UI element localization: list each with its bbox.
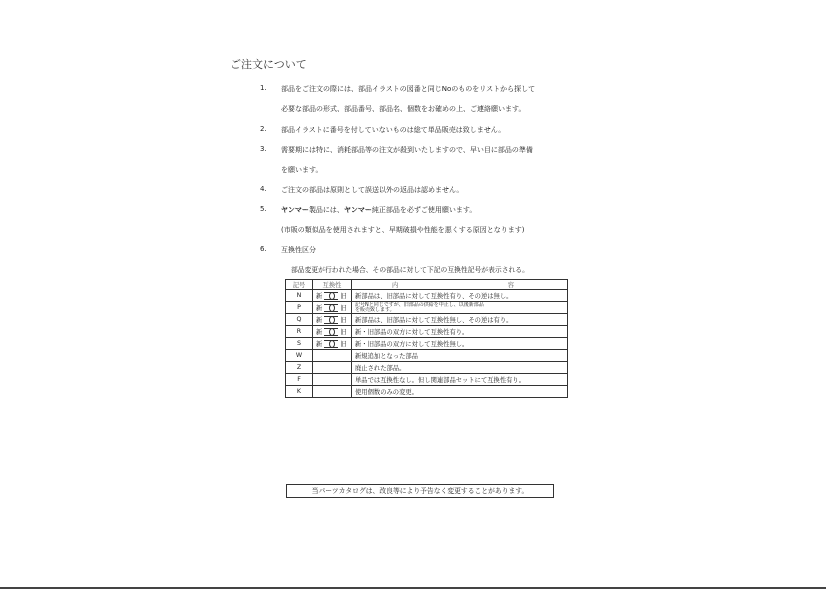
footer-notice: 当パーツカタログは、改良等により予告なく変更することがあります。 [286, 484, 554, 498]
row-code: K [286, 386, 313, 398]
row-compat [313, 302, 352, 314]
row-content: 新部品は、旧部品に対して互換性無し、その逆は有り。 [355, 317, 513, 324]
page-title: ご注文について [230, 58, 307, 71]
table-row [286, 290, 568, 302]
item-text: 需要期には特に、消耗部品等の注文が殺到いたしますので、早い目に部品の準備 [281, 146, 533, 154]
scan-edge-line [0, 587, 826, 589]
table-row [286, 350, 568, 362]
row-content-cell [352, 290, 568, 302]
row-content-cell [352, 338, 568, 350]
row-content: 使用個数のみの変更。 [355, 389, 418, 396]
header-compat: 互換性 [313, 280, 352, 290]
new-label: 新 [316, 293, 323, 300]
row-code: R [286, 326, 313, 338]
row-content-cell [352, 314, 568, 326]
row-content-2: を販売致します。 [355, 306, 395, 313]
old-label: 旧 [340, 305, 347, 312]
item-number: 5. [260, 205, 267, 213]
brand-name: ヤンマー [343, 206, 372, 214]
old-label: 旧 [340, 341, 347, 348]
row-content-cell [352, 302, 568, 314]
row-content: 新部品は、旧部品に対して互換性有り、その逆は無し。 [355, 293, 513, 300]
new-label: 新 [316, 317, 323, 324]
row-code: F [286, 374, 313, 386]
table-row [286, 338, 568, 350]
row-content: 新規追加となった部品 [355, 353, 418, 360]
item-number: 3. [260, 145, 267, 153]
row-code: P [286, 302, 313, 314]
arrows-icon [324, 328, 338, 336]
arrows-icon [324, 340, 338, 348]
old-label: 旧 [340, 329, 347, 336]
row-content: 新・旧部品の双方に対して互換性有り。 [355, 329, 469, 336]
item-number: 1. [260, 84, 267, 92]
row-code: W [286, 350, 313, 362]
row-compat [313, 374, 352, 386]
header-content [352, 280, 568, 290]
compat-diagram [316, 315, 348, 324]
compatibility-table [285, 279, 568, 398]
compat-diagram [316, 327, 348, 336]
item-text: ご注文の部品は原則として誤送以外の返品は認めません。 [281, 186, 464, 194]
row-code: Z [286, 362, 313, 374]
compat-diagram [316, 303, 348, 312]
table-row [286, 386, 568, 398]
row-compat [313, 386, 352, 398]
old-label: 旧 [340, 293, 347, 300]
row-code: S [286, 338, 313, 350]
row-content: 新・旧部品の双方に対して互換性無し。 [355, 341, 469, 348]
header-code: 記号 [286, 280, 313, 290]
row-code: N [286, 290, 313, 302]
table-row [286, 326, 568, 338]
header-content-b: 容 [507, 282, 514, 289]
header-content-a: 内 [392, 282, 399, 289]
row-content-cell [352, 350, 568, 362]
row-compat [313, 314, 352, 326]
table-header-row [286, 280, 568, 290]
row-content-cell [352, 326, 568, 338]
item-text: を願います。 [281, 166, 323, 174]
table-row [286, 362, 568, 374]
new-label: 新 [316, 341, 323, 348]
row-compat [313, 350, 352, 362]
table-intro: 部品変更が行われた場合、その部品に対して下記の互換性記号が表示される。 [291, 266, 529, 274]
item-number: 6. [260, 245, 267, 253]
arrows-icon [324, 292, 338, 300]
text-fragment: 純正部品を必ずご使用願います。 [371, 206, 477, 214]
item-text: (市販の類似品を使用されますと、早期破損や性能を悪くする原因となります) [281, 226, 525, 234]
item-text: 部品イラストに番号を付していないものは総て単品販売は致しません。 [281, 126, 506, 134]
new-label: 新 [316, 329, 323, 336]
compat-diagram [316, 291, 348, 300]
item-number: 4. [260, 185, 267, 193]
brand-name: ヤンマー [281, 206, 309, 214]
arrows-icon [324, 304, 338, 312]
item-text: 必要な部品の形式、部品番号、部品名、個数をお確めの上、ご連絡願います。 [281, 105, 526, 113]
arrows-icon [324, 316, 338, 324]
row-compat [313, 338, 352, 350]
old-label: 旧 [340, 317, 347, 324]
table-row [286, 314, 568, 326]
row-content-cell [352, 374, 568, 386]
row-compat [313, 362, 352, 374]
table-row [286, 302, 568, 314]
item-text [281, 205, 476, 215]
item-text: 部品をご注文の際には、部品イラストの図番と同じNoのものをリストから探して [281, 85, 536, 93]
row-content: 単品では互換性なし。但し関連部品セットにて互換性有り。 [355, 377, 526, 384]
item-number: 2. [260, 125, 267, 133]
text-fragment: 製品には、 [308, 206, 344, 214]
row-content: 記号Nと同じですが、旧部品の供給を中止し、以後新部品 [355, 301, 484, 308]
row-compat [313, 290, 352, 302]
new-label: 新 [316, 305, 323, 312]
row-code: Q [286, 314, 313, 326]
row-content: 廃止された部品。 [355, 365, 406, 372]
row-content-cell [352, 362, 568, 374]
row-content-cell [352, 386, 568, 398]
table-row [286, 374, 568, 386]
item-text: 互換性区分 [281, 246, 316, 254]
compat-diagram [316, 339, 348, 348]
row-compat [313, 326, 352, 338]
